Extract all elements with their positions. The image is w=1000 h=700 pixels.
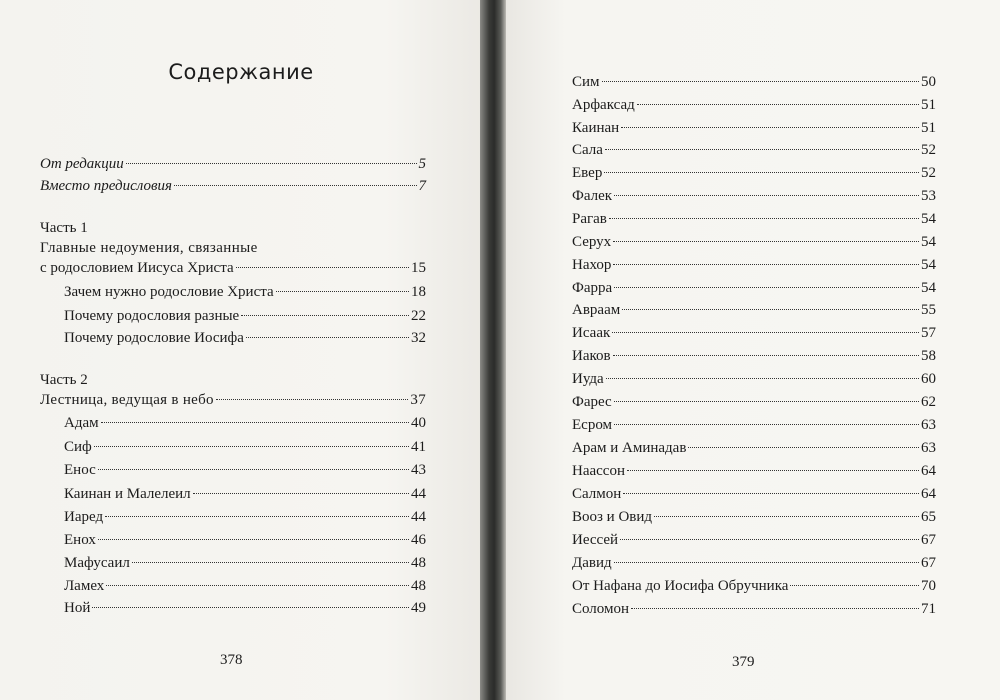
toc-entry: Нахор 54 xyxy=(572,257,936,273)
part-heading: Часть 2 xyxy=(40,372,88,388)
page-number: 379 xyxy=(732,654,755,670)
toc-entry: Арам и Аминадав 63 xyxy=(572,440,936,456)
toc-entry: Давид 67 xyxy=(572,555,936,571)
toc-entry: Енох 46 xyxy=(64,532,426,548)
toc-entry: Енос 43 xyxy=(64,462,426,478)
toc-entry: Серух 54 xyxy=(572,234,936,250)
toc-entry: Фарра 54 xyxy=(572,280,936,296)
toc-entry: Авраам 55 xyxy=(572,302,936,318)
part-title: Главные недоумения, связанные xyxy=(40,240,258,256)
toc-title: Содержание xyxy=(168,60,314,84)
toc-entry: Иаред 44 xyxy=(64,509,426,525)
part-heading: Часть 1 xyxy=(40,220,88,236)
toc-entry: Наассон 64 xyxy=(572,463,936,479)
part-title-entry: с родословием Иисуса Христа 15 xyxy=(40,260,426,276)
toc-entry: Мафусаил 48 xyxy=(64,555,426,571)
toc-entry: От Нафана до Иосифа Обручника 70 xyxy=(572,578,936,594)
toc-entry: Рагав 54 xyxy=(572,211,936,227)
toc-entry: Иуда 60 xyxy=(572,371,936,387)
toc-entry: Каинан и Малелеил 44 xyxy=(64,486,426,502)
toc-entry: Исаак 57 xyxy=(572,325,936,341)
toc-entry: Зачем нужно родословие Христа 18 xyxy=(64,284,426,300)
toc-entry: Сала 52 xyxy=(572,142,936,158)
toc-entry: От редакции 5 xyxy=(40,156,426,172)
toc-entry: Есром 63 xyxy=(572,417,936,433)
toc-entry: Салмон 64 xyxy=(572,486,936,502)
toc-entry: Ламех 48 xyxy=(64,578,426,594)
toc-entry: Почему родословие Иосифа 32 xyxy=(64,330,426,346)
toc-entry: Вооз и Овид 65 xyxy=(572,509,936,525)
toc-entry: Фарес 62 xyxy=(572,394,936,410)
toc-entry: Сим 50 xyxy=(572,74,936,90)
toc-entry: Вместо предисловия 7 xyxy=(40,178,426,194)
toc-entry: Арфаксад 51 xyxy=(572,97,936,113)
toc-entry: Почему родословия разные 22 xyxy=(64,308,426,324)
toc-entry: Евер 52 xyxy=(572,165,936,181)
toc-entry: Иаков 58 xyxy=(572,348,936,364)
toc-entry: Ной 49 xyxy=(64,600,426,616)
toc-entry: Адам 40 xyxy=(64,415,426,431)
toc-entry: Фалек 53 xyxy=(572,188,936,204)
toc-entry: Соломон 71 xyxy=(572,601,936,617)
book-gutter xyxy=(480,0,506,700)
page-number: 378 xyxy=(220,652,243,668)
toc-entry: Иессей 67 xyxy=(572,532,936,548)
toc-entry: Каинан 51 xyxy=(572,120,936,136)
part-title-entry: Лестница, ведущая в небо 37 xyxy=(40,392,426,408)
toc-entry: Сиф 41 xyxy=(64,439,426,455)
